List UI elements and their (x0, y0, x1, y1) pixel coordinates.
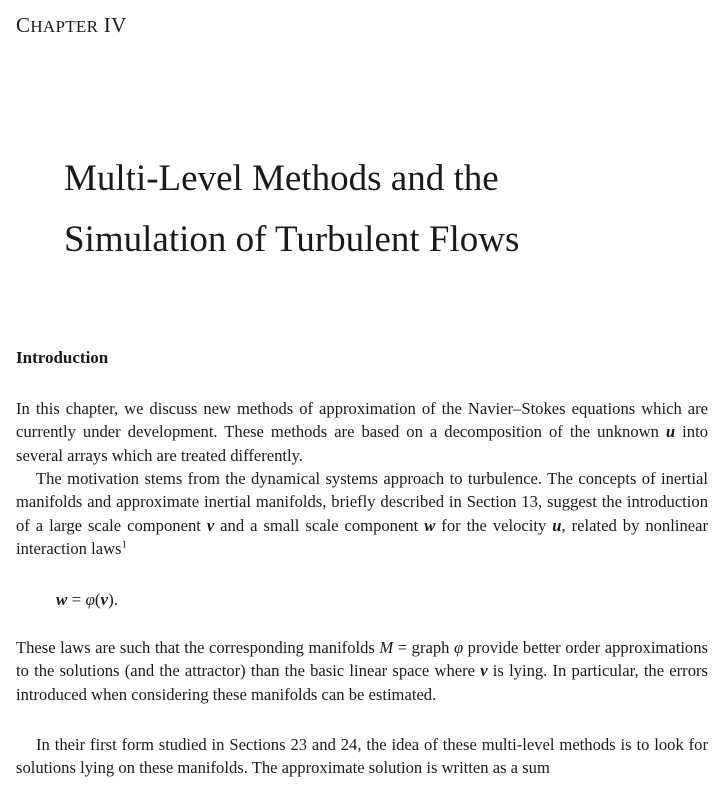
chapter-label (16, 12, 127, 40)
math-u: u (552, 515, 562, 535)
math-v: v (206, 515, 215, 535)
math-w: w (56, 590, 68, 609)
math-w: w (424, 515, 436, 535)
math-phi: φ (85, 590, 95, 609)
chapter-label-rest: HAPTER (30, 17, 99, 36)
paragraph-2-text-a: The motivation stems from the dynamical systems approach to turbulence. The concepts of inertial manifolds and approximate inertial manifolds, briefly described in Section 13, suggest the introduction of a large scale component (16, 469, 708, 535)
paragraph-3 (16, 636, 708, 706)
paragraph-3-text-c: provide better order approximations to the solutions (and the attractor) than the basic linear space where (16, 638, 708, 681)
math-M: M (379, 638, 394, 657)
math-v: v (100, 590, 109, 609)
paragraph-4: In their first form studied in Sections 23 and 24, the idea of these multi-level methods is to look for solutions lying on these manifolds. The approximate solution is written as a sum (16, 735, 708, 778)
paragraph-3-text-b: = graph (393, 638, 454, 657)
section-heading: Introduction (16, 348, 109, 367)
footnote-marker: 1 (121, 538, 128, 551)
paragraph-3-text-d: is lying. In particular, the errors introduced when considering these manifolds can be estimated. (16, 661, 708, 704)
math-v: v (480, 661, 488, 681)
paragraph-2-text-d: , related by nonlinear interaction laws (16, 515, 709, 558)
paragraph-2 (16, 467, 708, 560)
paragraph-3-text-a: These laws are such that the corresponding manifolds (16, 638, 380, 657)
equation-w-phi-v (56, 588, 118, 612)
paragraph-1-text-a: In this chapter, we discuss new methods of approximation of the Navier–Stokes equations which are currently under development. These methods are based on a decomposition of the unknown (16, 399, 708, 442)
paragraph-1 (16, 397, 708, 467)
paragraph-2-text-c: for the velocity (435, 515, 553, 535)
chapter-title-line-1: Multi-Level Methods and the (64, 158, 499, 199)
chapter-title (64, 148, 704, 270)
close-paren: ). (108, 590, 118, 609)
chapter-numeral: IV (103, 13, 127, 37)
open-paren: ( (94, 590, 101, 609)
math-u: u (665, 422, 676, 442)
equals-sign: = (67, 590, 86, 609)
paragraph-1-text-b: into several arrays which are treated differently. (16, 422, 708, 465)
chapter-label-initial: C (16, 13, 31, 37)
paragraph-2-text-b: and a small scale component (214, 515, 425, 535)
chapter-title-line-2: Simulation of Turbulent Flows (64, 219, 520, 260)
math-phi: φ (453, 638, 464, 657)
